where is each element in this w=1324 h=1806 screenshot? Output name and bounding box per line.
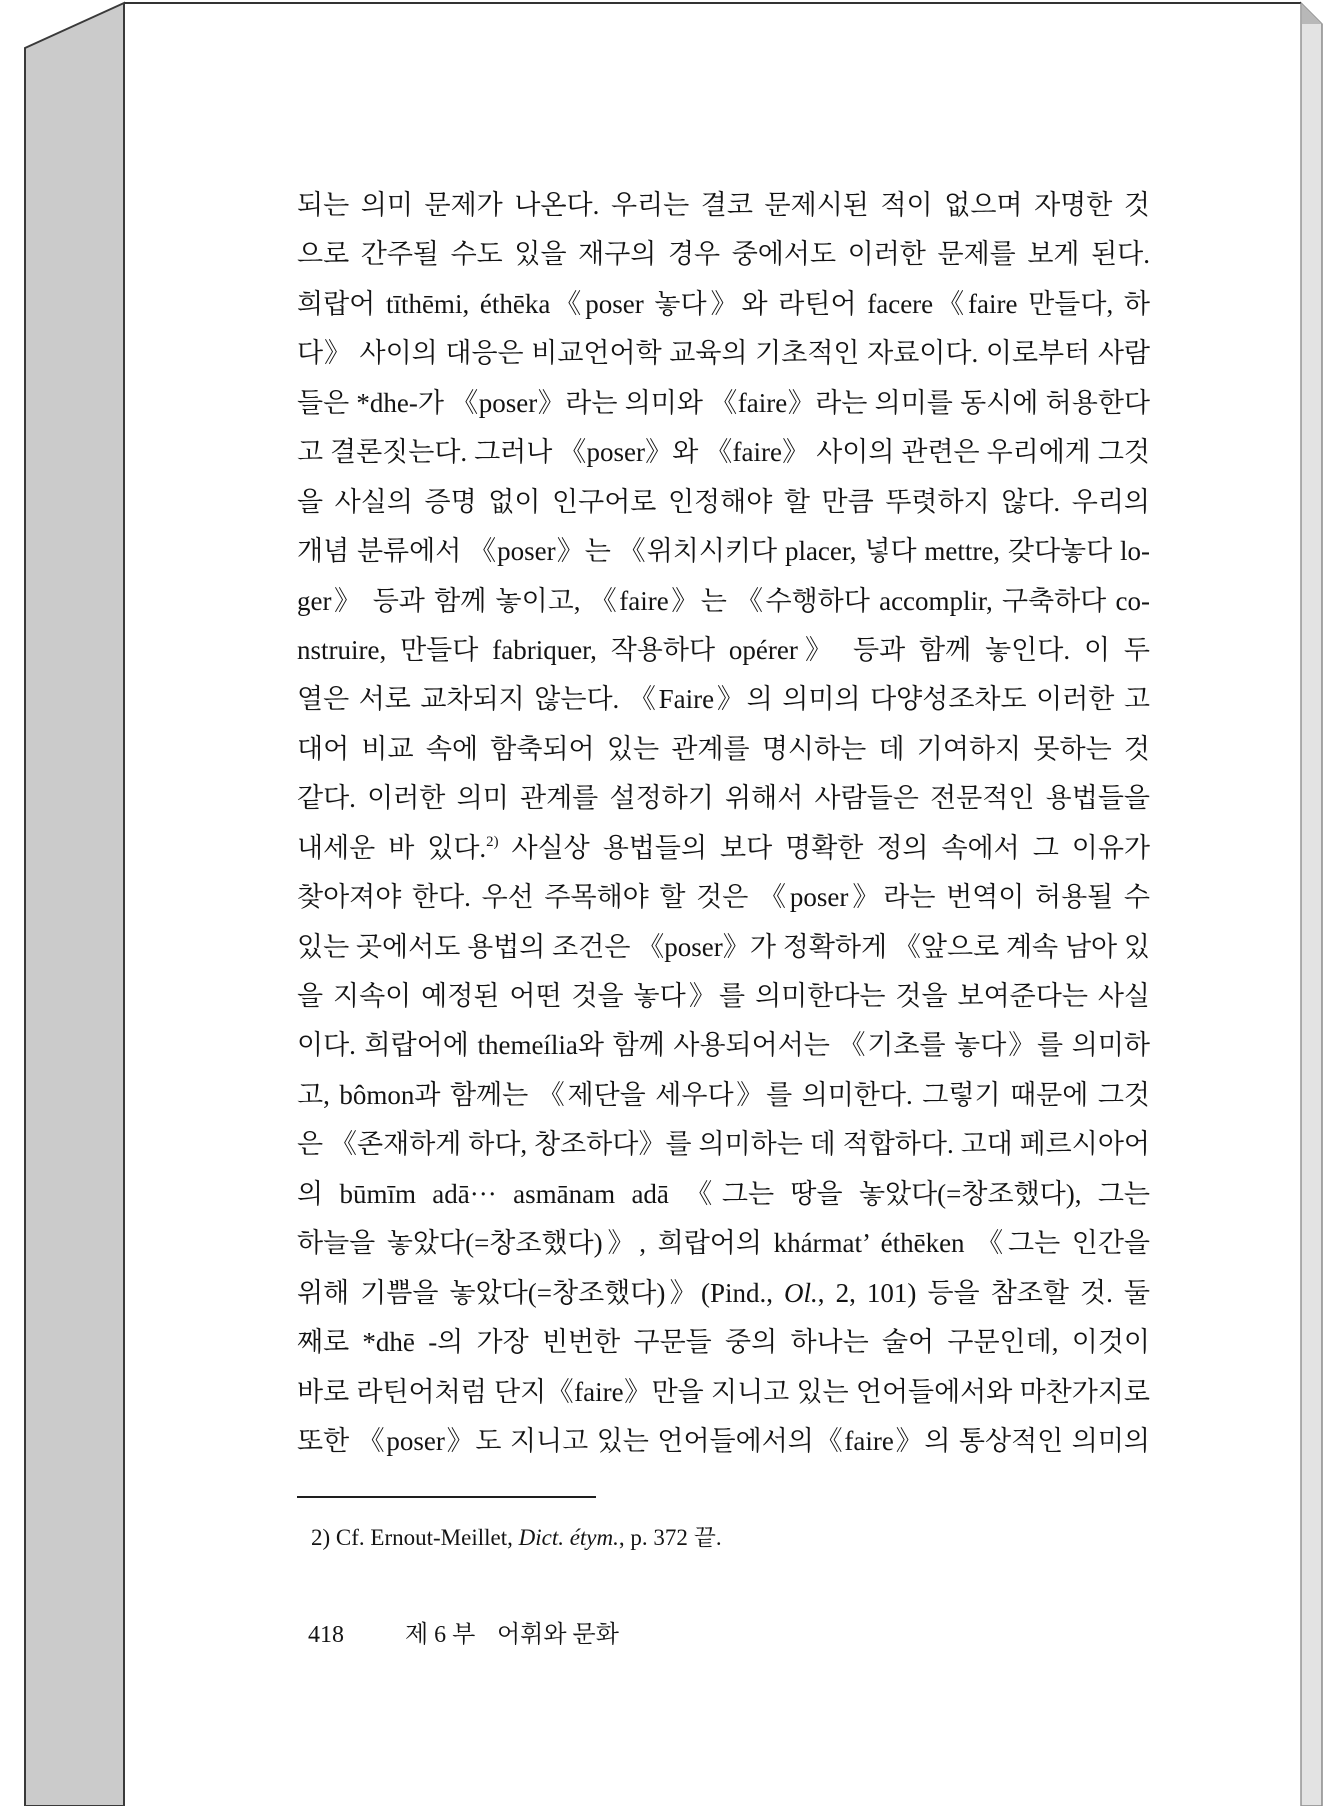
text-run: 을 사실의 증명 없이 인구어로 인정해야 할 만큼 뚜렷하지 않다. 우리의 xyxy=(297,486,1150,517)
text-run: 위해 기쁨을 놓았다(=창조했다)》(Pind., xyxy=(297,1277,785,1308)
text-run: 다》 사이의 대응은 비교언어학 교육의 기초적인 자료이다. 이로부터 사람 xyxy=(297,338,1150,369)
text-run: 같다. 이러한 의미 관계를 설정하기 위해서 사람들은 전문적인 용법들을 xyxy=(297,783,1150,814)
footnote-rule xyxy=(297,1496,596,1498)
text-run: 을 지속이 예정된 어떤 것을 놓다》를 의미한다는 것을 보여준다는 사실 xyxy=(297,981,1150,1011)
italic-text: Ol. xyxy=(784,1277,818,1308)
body-text-line xyxy=(297,280,1150,329)
body-text-line xyxy=(297,230,1150,279)
footnote-text: 2) Cf. Ernout-Meillet, xyxy=(311,1525,519,1550)
text-run: , 2, 101) 등을 참조할 것. 둘 xyxy=(817,1277,1150,1308)
body-text-line xyxy=(297,1417,1150,1466)
text-run: 대어 비교 속에 함축되어 있는 관계를 명시하는 데 기여하지 못하는 것 xyxy=(297,733,1150,764)
footnote-text: , p. 372 끝. xyxy=(618,1525,722,1550)
body-text-line xyxy=(297,824,1150,873)
page-number: 418 xyxy=(308,1622,344,1648)
body-text-line xyxy=(297,478,1150,527)
text-run: 개념 분류에서 《poser》는 《위치시키다 placer, 넣다 mettre, 갖다놓다 lo- xyxy=(297,536,1150,567)
text-run: 사실상 용법들의 보다 명확한 정의 속에서 그 이유가 xyxy=(498,832,1150,863)
body-text-line xyxy=(297,1318,1150,1367)
body-text-line xyxy=(297,1071,1150,1120)
text-run: ger》 등과 함께 놓이고, 《faire》는 《수행하다 accomplir, 구축하다 co- xyxy=(297,585,1150,616)
part-label: 제 6 부 xyxy=(405,1622,476,1648)
body-text-line xyxy=(297,1219,1150,1268)
body-text-line xyxy=(297,873,1150,922)
text-run: 들은 *dhe-가 《poser》라는 의미와 《faire》라는 의미를 동시에 허용한다 xyxy=(297,387,1150,418)
text-run: 찾아져야 한다. 우선 주목해야 할 것은 《poser》라는 번역이 허용될 수 xyxy=(297,882,1150,913)
chapter-title: 어휘와 문화 xyxy=(497,1622,619,1648)
text-run: 하늘을 놓았다(=창조했다)》, 희랍어의 khármat’ éthēken 《그는 인간을 xyxy=(297,1228,1150,1259)
page-edge-right xyxy=(1301,3,1322,1806)
text-run: 고, bômon과 함께는 《제단을 세우다》를 의미한다. 그렇기 때문에 그것 xyxy=(297,1079,1150,1110)
body-text-line xyxy=(297,725,1150,774)
text-run: 바로 라틴어처럼 단지《faire》만을 지니고 있는 언어들에서와 마찬가지로 xyxy=(297,1376,1150,1407)
text-run: 으로 간주될 수도 있을 재구의 경우 중에서도 이러한 문제를 보게 된다. xyxy=(297,239,1150,270)
text-run: 또한 《poser》도 지니고 있는 언어들에서의《faire》의 통상적인 의미의 xyxy=(297,1425,1150,1456)
text-run: 째로 *dhē -의 가장 빈번한 구문들 중의 하나는 술어 구문인데, 이것이 xyxy=(297,1327,1150,1358)
body-text-line xyxy=(297,972,1150,1021)
body-text-line xyxy=(297,379,1150,428)
text-run: 희랍어 tīthēmi, éthēka《poser 놓다》와 라틴어 facere《faire 만들다, 하 xyxy=(297,288,1150,319)
text-run: 있는 곳에서도 용법의 조건은 《poser》가 정확하게 《앞으로 계속 남아 있 xyxy=(297,931,1150,962)
book-spine xyxy=(25,3,124,1806)
italic-text: Dict. étym. xyxy=(518,1525,619,1550)
body-text-line xyxy=(297,1368,1150,1417)
text-run: 열은 서로 교차되지 않는다. 《Faire》의 의미의 다양성조차도 이러한 고 xyxy=(297,684,1150,715)
body-text-line xyxy=(297,675,1150,724)
body-text-line xyxy=(297,923,1150,972)
text-run: nstruire, 만들다 fabriquer, 작용하다 opérer》 등과 함께 놓인다. 이 두 xyxy=(297,634,1150,665)
text-run: 이다. 희랍어에 themeília와 함께 사용되어서는 《기초를 놓다》를 의미하 xyxy=(297,1030,1150,1061)
body-text-line xyxy=(297,577,1150,626)
footnote xyxy=(311,1523,722,1553)
body-text-line xyxy=(297,329,1150,378)
body-text-line xyxy=(297,1021,1150,1070)
body-text-line xyxy=(297,626,1150,675)
body-text-line xyxy=(297,1120,1150,1169)
body-text-line xyxy=(297,1269,1150,1318)
body-text-line xyxy=(297,774,1150,823)
body-text-line xyxy=(297,428,1150,477)
text-run: 되는 의미 문제가 나온다. 우리는 결코 문제시된 적이 없으며 자명한 것 xyxy=(297,190,1150,220)
text-run: 은 《존재하게 하다, 창조하다》를 의미하는 데 적합하다. 고대 페르시아어 xyxy=(297,1129,1150,1160)
text-run: 의 būmīm adā··· asmānam adā 《그는 땅을 놓았다(=창조했다), 그는 xyxy=(297,1178,1150,1209)
body-text-line xyxy=(297,1170,1150,1219)
body-text xyxy=(297,181,1150,1466)
text-run: 내세운 바 있다. xyxy=(297,832,487,863)
body-text-line xyxy=(297,181,1150,230)
text-run: 고 결론짓는다. 그러나 《poser》와 《faire》 사이의 관련은 우리에게 그것 xyxy=(297,437,1150,468)
body-text-line xyxy=(297,527,1150,576)
footnote-reference: 2) xyxy=(486,833,499,850)
